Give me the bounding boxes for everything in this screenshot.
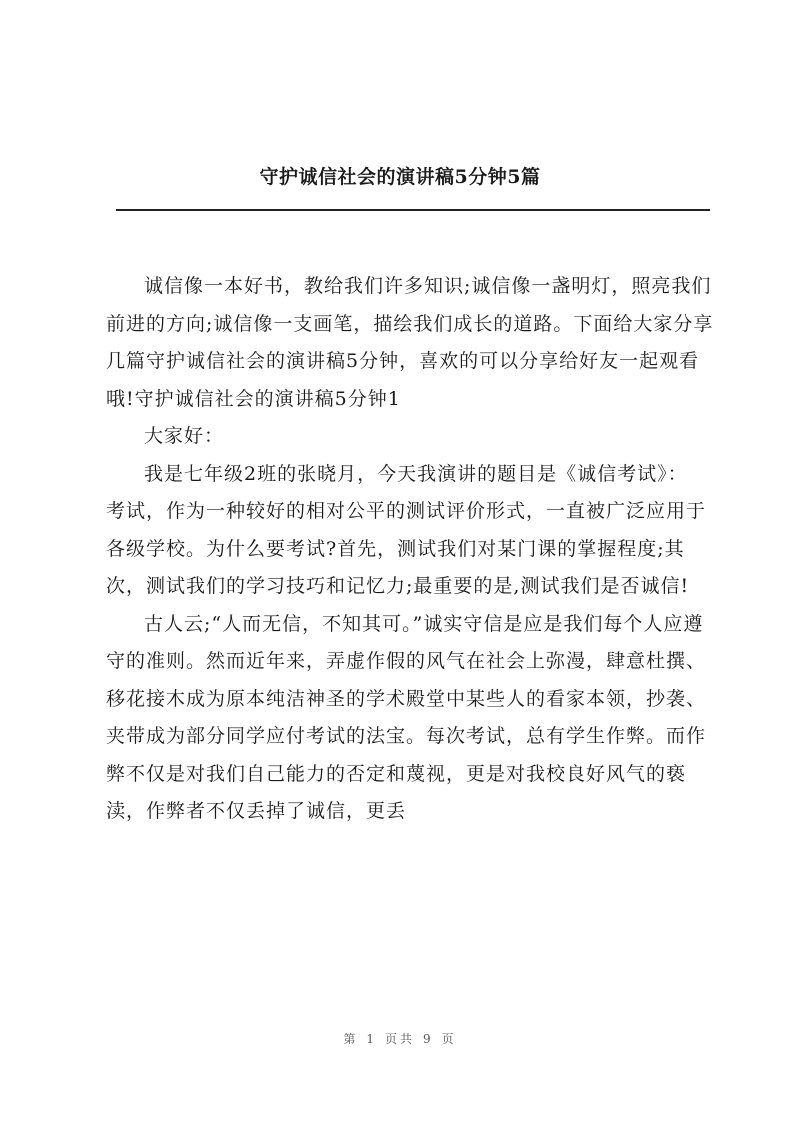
page-middle-text: 页共 [384,1032,415,1046]
paragraph-greeting: 大家好： [144,425,225,447]
paragraph-ancient-saying: 古人云;“人而无信，不知其可。”诚实守信是应是我们每个人应遵守的准则。然而近年来，弄虚作假的风气在社会上弥漫，肆意杜撰、移花接木成为原本纯洁神圣的学术殿堂中某些人的看家本领，抄袭、夹带成为部分同学应付考试的法宝。每次考试，总有学生作弊。而作弊不仅是对我们自己能力的否定和蔑视，更是对我校良好风气的亵渎，作弊者不仅丢掉了诚信，更丢 [106,612,707,822]
document-body [106,268,718,831]
page-prefix: 第 [343,1032,359,1046]
page-suffix: 页 [441,1032,457,1046]
paragraph-exam-purpose: 考试，作为一种较好的相对公平的测试评价形式，一直被广泛应用于各级学校。为什么要考试?首先，测试我们对某门课的掌握程度;其次，测试我们的学习技巧和记忆力;最重要的是,测试我们是否诚信! [106,500,707,597]
page-footer [0,1030,800,1047]
document-title: 守护诚信社会的演讲稿5分钟5篇 [259,166,541,188]
page-current-number: 1 [366,1032,377,1046]
paragraph-speaker-intro: 我是七年级2班的张晓月，今天我演讲的题目是《诚信考试》： [144,462,688,485]
title-divider [116,209,710,211]
page-total-number: 9 [423,1032,434,1046]
paragraph-intro: 诚信像一本好书，教给我们许多知识;诚信像一盏明灯，照亮我们前进的方向;诚信像一支画笔，描绘我们成长的道路。下面给大家分享几篇守护诚信社会的演讲稿5分钟，喜欢的可以分享给好友一起观看哦!守护诚信社会的演讲稿5分钟1 [106,275,714,410]
